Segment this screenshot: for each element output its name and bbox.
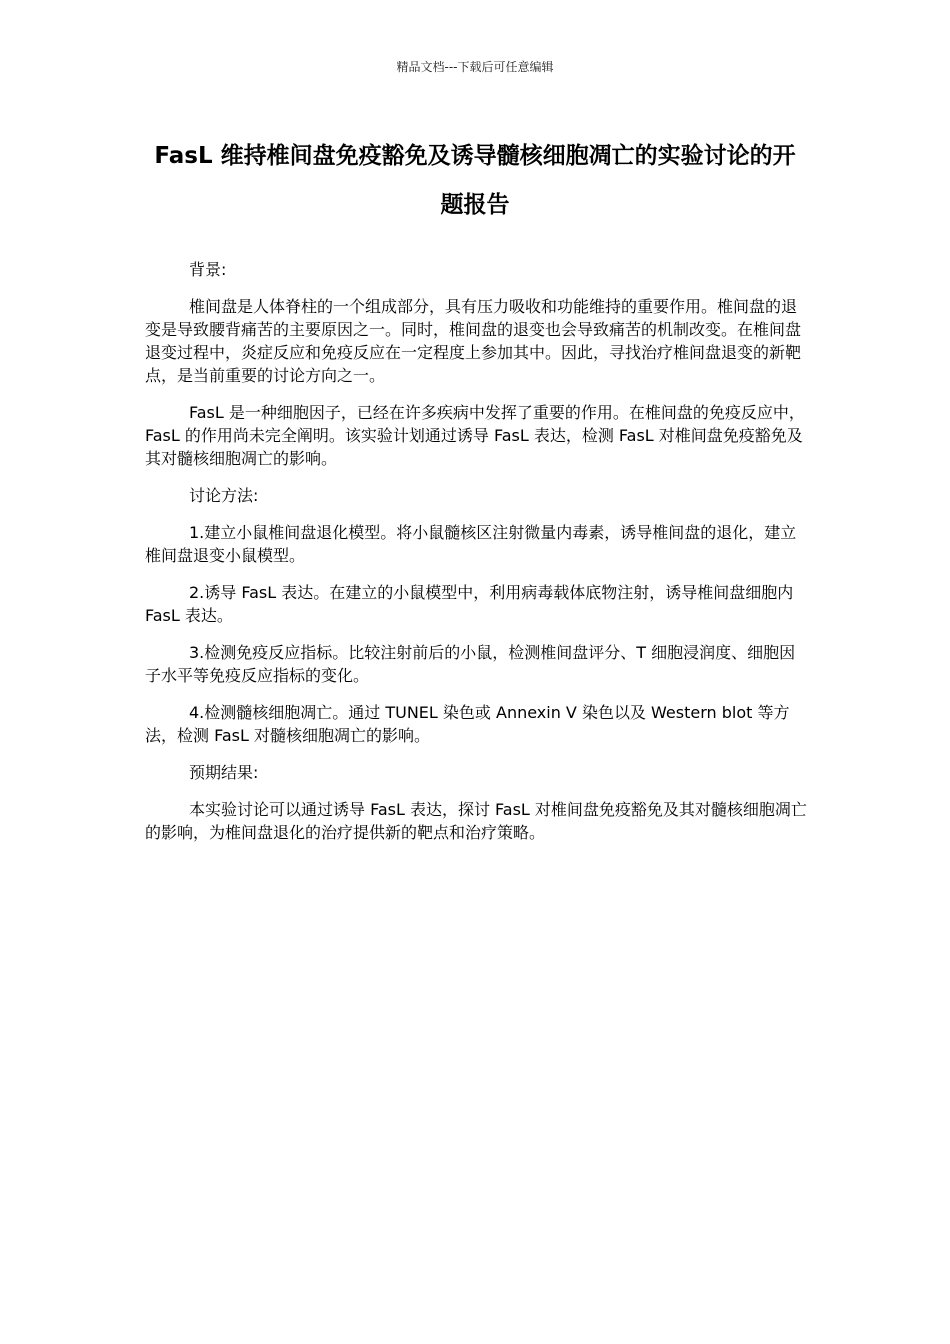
method-item-2: 2.诱导 FasL 表达。在建立的小鼠模型中，利用病毒载体底物注射，诱导椎间盘细胞内 FasL 表达。	[145, 583, 794, 625]
header-note: 精品文档---下载后可任意编辑	[396, 60, 554, 74]
document-body	[145, 258, 810, 858]
results-paragraph: 本实验讨论可以通过诱导 FasL 表达，探讨 FasL 对椎间盘免疫豁免及其对髓核细胞凋亡的影响，为椎间盘退化的治疗提供新的靶点和治疗策略。	[145, 800, 807, 842]
page-title: FasL 维持椎间盘免疫豁免及诱导髓核细胞凋亡的实验讨论的开题报告	[154, 143, 796, 218]
methods-heading: 讨论方法:	[189, 486, 259, 505]
background-paragraph-1: 椎间盘是人体脊柱的一个组成部分，具有压力吸收和功能维持的重要作用。椎间盘的退变是导致腰背痛苦的主要原因之一。同时，椎间盘的退变也会导致痛苦的机制改变。在椎间盘退变过程中，炎症反应和免疫反应在一定程度上参加其中。因此，寻找治疗椎间盘退变的新靶点，是当前重要的讨论方向之一。	[145, 297, 802, 385]
method-item-4: 4.检测髓核细胞凋亡。通过 TUNEL 染色或 Annexin V 染色以及 Western blot 等方法，检测 FasL 对髓核细胞凋亡的影响。	[145, 703, 790, 745]
results-heading: 预期结果:	[189, 763, 259, 782]
background-paragraph-2: FasL 是一种细胞因子，已经在许多疾病中发挥了重要的作用。在椎间盘的免疫反应中，FasL 的作用尚未完全阐明。该实验计划通过诱导 FasL 表达，检测 FasL 对椎间盘免疫豁免及其对髓核细胞凋亡的影响。	[145, 403, 805, 468]
background-heading: 背景:	[189, 260, 227, 279]
method-item-1: 1.建立小鼠椎间盘退化模型。将小鼠髓核区注射微量内毒素，诱导椎间盘的退化，建立椎间盘退变小鼠模型。	[145, 523, 797, 565]
method-item-3: 3.检测免疫反应指标。比较注射前后的小鼠，检测椎间盘评分、T 细胞浸润度、细胞因子水平等免疫反应指标的变化。	[145, 643, 796, 685]
